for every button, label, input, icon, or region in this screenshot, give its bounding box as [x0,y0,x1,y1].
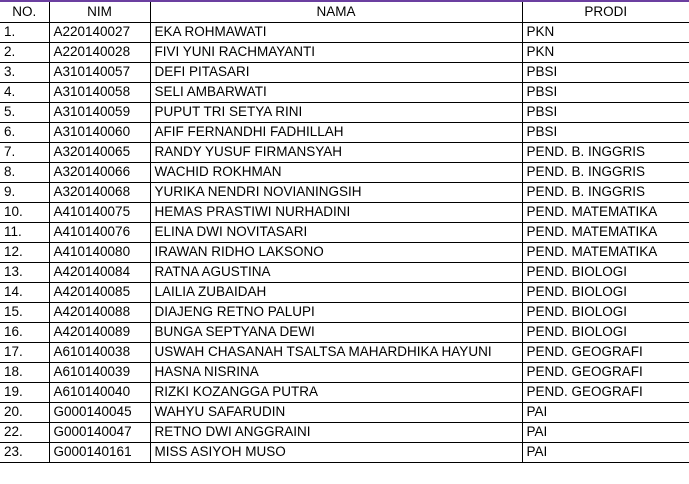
cell-nim: A310140057 [49,62,150,82]
cell-nama: IRAWAN RIDHO LAKSONO [150,242,522,262]
cell-nama: DEFI PITASARI [150,62,522,82]
cell-nama: EKA ROHMAWATI [150,22,522,42]
cell-nama: FIVI YUNI RACHMAYANTI [150,42,522,62]
cell-no: 15. [0,302,49,322]
cell-prodi: PEND. BIOLOGI [522,322,689,342]
header-no: NO. [0,2,49,22]
table-row [0,142,689,162]
cell-prodi: PEND. GEOGRAFI [522,362,689,382]
cell-prodi: PEND. B. INGGRIS [522,182,689,202]
table-row [0,242,689,262]
cell-nama: LAILIA ZUBAIDAH [150,282,522,302]
cell-prodi: PBSI [522,122,689,142]
cell-nama: RETNO DWI ANGGRAINI [150,422,522,442]
student-table [0,2,689,463]
cell-no: 23. [0,442,49,462]
cell-prodi: PAI [522,422,689,442]
cell-no: 12. [0,242,49,262]
table-row [0,422,689,442]
table-row [0,282,689,302]
cell-no: 8. [0,162,49,182]
cell-nim: A410140075 [49,202,150,222]
cell-nama: RATNA AGUSTINA [150,262,522,282]
cell-no: 20. [0,402,49,422]
table-row [0,22,689,42]
cell-nim: A610140040 [49,382,150,402]
cell-no: 11. [0,222,49,242]
cell-no: 9. [0,182,49,202]
cell-prodi: PEND. MATEMATIKA [522,222,689,242]
cell-prodi: PKN [522,22,689,42]
cell-prodi: PAI [522,402,689,422]
cell-no: 18. [0,362,49,382]
cell-nama: DIAJENG RETNO PALUPI [150,302,522,322]
table-row [0,402,689,422]
cell-nim: A410140080 [49,242,150,262]
cell-prodi: PBSI [522,102,689,122]
table-row [0,302,689,322]
cell-nama: YURIKA NENDRI NOVIANINGSIH [150,182,522,202]
cell-no: 19. [0,382,49,402]
table-row [0,222,689,242]
table-header-row [0,2,689,22]
table-row [0,442,689,462]
cell-prodi: PKN [522,42,689,62]
cell-nama: MISS ASIYOH MUSO [150,442,522,462]
cell-no: 4. [0,82,49,102]
cell-nama: WAHYU SAFARUDIN [150,402,522,422]
cell-prodi: PEND. GEOGRAFI [522,382,689,402]
cell-nama: SELI AMBARWATI [150,82,522,102]
cell-nim: A310140059 [49,102,150,122]
cell-nim: A320140068 [49,182,150,202]
table-row [0,162,689,182]
table-row [0,42,689,62]
table-row [0,62,689,82]
table-row [0,342,689,362]
cell-prodi: PEND. GEOGRAFI [522,342,689,362]
table-row [0,182,689,202]
cell-no: 2. [0,42,49,62]
cell-nim: A610140039 [49,362,150,382]
cell-prodi: PEND. MATEMATIKA [522,202,689,222]
table-row [0,362,689,382]
header-nim: NIM [49,2,150,22]
cell-nama: RANDY YUSUF FIRMANSYAH [150,142,522,162]
cell-nama: PUPUT TRI SETYA RINI [150,102,522,122]
cell-nim: A310140060 [49,122,150,142]
cell-prodi: PEND. BIOLOGI [522,282,689,302]
cell-no: 3. [0,62,49,82]
table-body [0,22,689,462]
cell-no: 14. [0,282,49,302]
cell-no: 1. [0,22,49,42]
table-row [0,262,689,282]
cell-nim: A220140027 [49,22,150,42]
cell-nama: AFIF FERNANDHI FADHILLAH [150,122,522,142]
cell-no: 13. [0,262,49,282]
cell-nim: A420140089 [49,322,150,342]
cell-nim: G000140161 [49,442,150,462]
cell-prodi: PBSI [522,62,689,82]
header-nama: NAMA [150,2,522,22]
cell-nim: A220140028 [49,42,150,62]
cell-no: 6. [0,122,49,142]
cell-prodi: PEND. B. INGGRIS [522,142,689,162]
cell-nama: BUNGA SEPTYANA DEWI [150,322,522,342]
cell-no: 17. [0,342,49,362]
cell-nama: RIZKI KOZANGGA PUTRA [150,382,522,402]
cell-no: 7. [0,142,49,162]
table-row [0,202,689,222]
cell-prodi: PEND. BIOLOGI [522,262,689,282]
cell-no: 16. [0,322,49,342]
cell-no: 10. [0,202,49,222]
cell-nim: A320140066 [49,162,150,182]
table-row [0,82,689,102]
cell-nim: A320140065 [49,142,150,162]
table-row [0,322,689,342]
cell-nama: ELINA DWI NOVITASARI [150,222,522,242]
cell-prodi: PEND. B. INGGRIS [522,162,689,182]
cell-prodi: PEND. MATEMATIKA [522,242,689,262]
table-row [0,382,689,402]
cell-nim: A420140084 [49,262,150,282]
cell-nama: HEMAS PRASTIWI NURHADINI [150,202,522,222]
cell-nama: HASNA NISRINA [150,362,522,382]
cell-nim: A410140076 [49,222,150,242]
cell-nim: A610140038 [49,342,150,362]
cell-nama: WACHID ROKHMAN [150,162,522,182]
cell-prodi: PAI [522,442,689,462]
cell-nim: G000140045 [49,402,150,422]
cell-nim: A420140085 [49,282,150,302]
table-row [0,102,689,122]
cell-nim: A310140058 [49,82,150,102]
cell-nim: A420140088 [49,302,150,322]
table-row [0,122,689,142]
header-prodi: PRODI [522,2,689,22]
cell-nim: G000140047 [49,422,150,442]
cell-nama: USWAH CHASANAH TSALTSA MAHARDHIKA HAYUNI [150,342,522,362]
cell-prodi: PBSI [522,82,689,102]
cell-no: 5. [0,102,49,122]
cell-prodi: PEND. BIOLOGI [522,302,689,322]
cell-no: 22. [0,422,49,442]
